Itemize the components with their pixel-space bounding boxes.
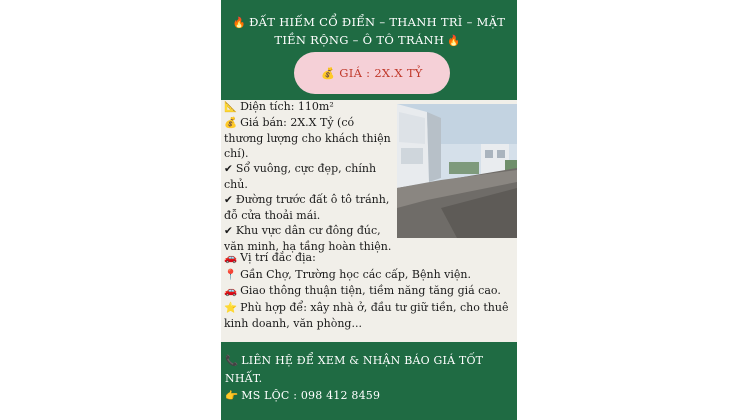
car-icon: 🚗 — [224, 252, 238, 264]
check-mark-icon: ✔ — [224, 194, 233, 206]
money-bag-icon: 💰 — [321, 66, 336, 80]
detail-item — [224, 99, 396, 115]
detail-text: Diện tích: 110m² — [240, 100, 334, 113]
location-item — [224, 267, 512, 284]
headline-text: ĐẤT HIẾM CỔ ĐIỂN – THANH TRÌ – MẶT TIỀN RỘNG – Ô TÔ TRÁNH — [249, 15, 506, 47]
car-icon: 🚗 — [224, 285, 238, 297]
contact-line[interactable] — [225, 387, 513, 405]
contact-phone-text[interactable]: MS LỘC : 098 412 8459 — [241, 389, 381, 402]
property-details — [224, 99, 396, 254]
detail-text: Sổ vuông, cực đẹp, chính chủ. — [224, 162, 377, 191]
triangular-ruler-icon: 📐 — [224, 101, 238, 113]
detail-item — [224, 192, 396, 223]
street-photo-illustration — [397, 104, 517, 238]
fire-icon: 🔥 — [447, 35, 461, 47]
contact-section — [225, 352, 513, 405]
price-badge — [294, 52, 450, 94]
property-photo — [397, 104, 517, 238]
pin-icon: 📍 — [224, 268, 238, 281]
location-text: Giao thông thuận tiện, tiềm năng tăng giá cao. — [240, 284, 501, 297]
location-item — [224, 283, 512, 300]
headline — [229, 14, 509, 50]
detail-item — [224, 115, 396, 161]
check-mark-icon: ✔ — [224, 225, 233, 237]
detail-text: Đường trước đất ô tô tránh, đỗ cửa thoải mái. — [224, 193, 390, 222]
star-icon: ⭐ — [224, 301, 238, 314]
location-text: Vị trí đắc địa: — [240, 251, 316, 264]
detail-item — [224, 161, 396, 192]
check-mark-icon: ✔ — [224, 163, 233, 175]
contact-line — [225, 352, 513, 387]
price-text: GIÁ : 2X.X TỶ — [339, 66, 423, 80]
detail-text: Khu vực dân cư đông đúc, văn minh, hạ tầng hoàn thiện. — [224, 224, 392, 253]
location-section — [224, 250, 512, 332]
location-item — [224, 300, 512, 332]
pointing-hand-icon: 👉 — [225, 390, 239, 402]
location-text: Gần Chợ, Trường học các cấp, Bệnh viện. — [240, 267, 471, 281]
property-poster — [221, 0, 517, 420]
location-item — [224, 250, 512, 267]
contact-cta-text: LIÊN HỆ ĐỂ XEM & NHẬN BÁO GIÁ TỐT NHẤT. — [225, 354, 484, 385]
fire-icon: 🔥 — [232, 17, 247, 29]
money-bag-icon: 💰 — [224, 117, 238, 129]
location-text: Phù hợp để: xây nhà ở, đầu tư giữ tiền, cho thuê kinh doanh, văn phòng... — [224, 300, 509, 330]
phone-icon: 📞 — [225, 355, 239, 367]
detail-text: Giá bán: 2X.X Tỷ (có thương lượng cho khách thiện chí). — [224, 116, 391, 160]
